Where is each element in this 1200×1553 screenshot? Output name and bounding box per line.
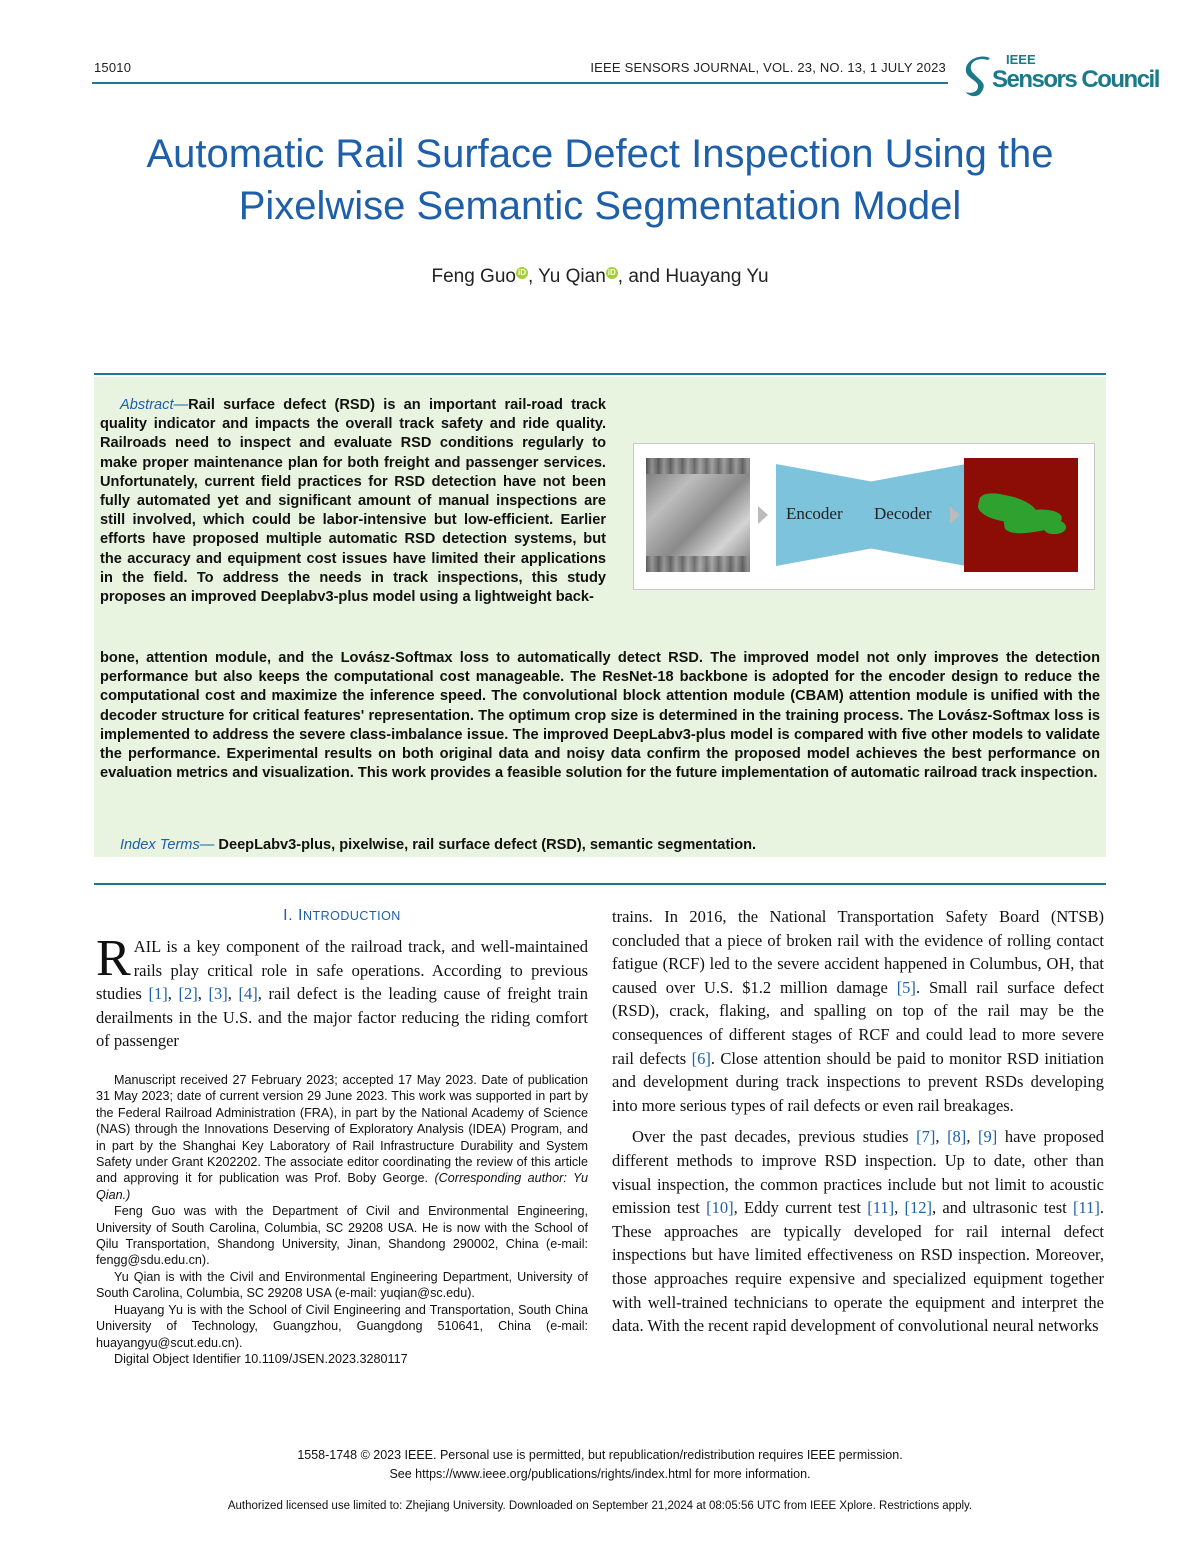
section-first-letter: I: [298, 907, 303, 924]
index-terms-label: Index Terms—: [120, 837, 215, 853]
abstract-bottom-rule: [94, 883, 1106, 885]
segmentation-mask: [964, 458, 1078, 572]
abstract-part-1: [100, 396, 606, 607]
footnote-doi: Digital Object Identifier 10.1109/JSEN.2023.3280117: [114, 1351, 408, 1366]
encoder-label: Encoder: [786, 504, 843, 523]
column-2-text: [612, 905, 1104, 1338]
footnote-author-2: Yu Qian is with the Civil and Environmental Engineering Department, University of South Carolina, Columbia, SC 29208 USA (e-mail: yuqian@sc.edu).: [96, 1269, 588, 1301]
rights-link-line[interactable]: See https://www.ieee.org/publications/rights/index.html for more information.: [389, 1467, 811, 1481]
ref-link[interactable]: [6]: [691, 1048, 711, 1068]
ref-link[interactable]: [8]: [947, 1127, 967, 1147]
abstract-part-2: [100, 649, 1100, 783]
license-line: Authorized licensed use limited to: Zhejiang University. Downloaded on September 21,2024 at 08:05:56 UTC from IEEE Xplore. Restrictions apply.: [227, 1500, 973, 1512]
column-1-paragraph: RAIL is a key component of the railroad track, and well-maintained rails play critical role in safe operations. According to previous studies [1], [2], [3], [4], rail defect is the leading cause of freight train derailments in the U.S. and the major factor reducing the riding comfort of passenger: [96, 930, 589, 1051]
ref-link[interactable]: [10]: [706, 1198, 734, 1218]
ref-link[interactable]: [7]: [916, 1127, 936, 1147]
abstract-text-2: bone, attention module, and the Lovász-Softmax loss to automatically detect RSD. The improved model not only improves the detection performance but also keeps the computational cost manageable. The ResNet-18 backbone is adopted for the encoder design to reduce the computational cost and maximize the inference speed. The convolutional block attention module (CBAM) attention module is unified with the decoder structure for critical features' representation. The optimum crop size is determined in the training process. The Lovász-Softmax loss is implemented to address the severe class-imbalance issue. The improved DeepLabv3-plus model is compared with five other models to validate the performance. Experimental results on both original data and noisy data confirm the proposed model achieves the best performance on evaluation metrics and visualization. This work provides a feasible solution for the future implementation of automatic railroad track inspection.: [100, 650, 1100, 782]
section-rest: NTRODUCTION: [302, 909, 401, 923]
rail-surface-photo: [646, 458, 750, 572]
corresponding-author: (Corresponding author: Yu Qian.): [96, 1171, 588, 1202]
ref-link[interactable]: [5]: [896, 977, 916, 997]
copyright-line: 1558-1748 © 2023 IEEE. Personal use is permitted, but republication/redistribution requires IEEE permission.: [297, 1448, 903, 1462]
column-2-paragraph-2: Over the past decades, previous studies [7], [8], [9] have proposed different methods to improve RSD inspection. Up to date, other than visual inspection, the common practices include but not limit to acoustic emission test [10], Eddy current test [11], [12], and ultrasonic test [11]. These approaches are typically developed for rail internal defect inspections but have limited effectiveness on RSD inspection. Moreover, those approaches require expensive and specialized equipment together with well-trained technicians to operate the equipment and interpret the data. With the recent rapid development of convolutional neural networks: [612, 1127, 1105, 1336]
section-numeral: I.: [283, 907, 299, 924]
arrow-icon: [758, 506, 768, 524]
ref-link[interactable]: [9]: [978, 1127, 998, 1147]
author-3: , and Huayang Yu: [617, 266, 769, 287]
logo-ieee-text: IEEE: [1006, 52, 1036, 67]
author-2: , Yu Qian: [527, 266, 606, 287]
logo-council-text: Sensors Council: [992, 66, 1159, 93]
column-2-paragraph-1: trains. In 2016, the National Transportation Safety Board (NTSB) concluded that a piece of broken rail with the evidence of rolling contact fatigue (RCF) led to the severe accident happened in Columbus, OH, that caused over U.S. $1.2 million damage [5]. Small rail surface defect (RSD), crack, flaking, and spalling on top of the rail may be the consequences of different stages of RCF and could lead to more severe rail defects [6]. Close attention should be paid to monitor RSD initiation and development during track inspections to prevent RSDs developing into more serious types of rail defects or even rail breakages.: [612, 907, 1105, 1115]
section-heading-introduction: [96, 907, 588, 925]
sensors-council-logo: [962, 52, 1159, 100]
footnotes: [96, 1072, 588, 1367]
drop-cap: R: [96, 930, 131, 987]
footnote-author-1: Feng Guo was with the Department of Civil and Environmental Engineering, University of South Carolina, Columbia, SC 29208 USA. He is now with the School of Qilu Transportation, Shandong University, Jinan, Shandong 290002, China (e-mail: fengg@sdu.edu.cn).: [96, 1204, 588, 1268]
graphical-abstract-figure: [633, 443, 1095, 590]
page-number: 15010: [94, 60, 132, 75]
journal-header: IEEE SENSORS JOURNAL, VOL. 23, NO. 13, 1 JULY 2023: [590, 60, 946, 75]
decoder-label: Decoder: [874, 504, 932, 523]
arrow-icon: [950, 506, 960, 524]
footnote-author-3: Huayang Yu is with the School of Civil Engineering and Transportation, South China University of Technology, Guangzhou, Guangdong 510641, China (e-mail: huayangyu@scut.edu.cn).: [96, 1302, 588, 1350]
orcid-icon[interactable]: iD: [607, 267, 616, 277]
abstract-text-1: Rail surface defect (RSD) is an important rail-road track quality indicator and impacts the overall track safety and ride quality. Railroads need to inspect and evaluate RSD conditions regularly to make proper maintenance plan for both freight and passenger services. Unfortunately, current field practices for RSD detection have not been fully automated yet and significant amount of manual inspections are still involved, which could be labor-intensive but low-efficient. Earlier efforts have proposed multiple automatic RSD detection systems, but the accuracy and equipment cost issues have limited their applications in the field. To address the needs in track inspections, this study proposes an improved Deeplabv3-plus model using a lightweight back-: [100, 397, 606, 606]
index-terms: [120, 836, 1100, 855]
header-rule: [92, 82, 948, 84]
ref-link[interactable]: [11]: [867, 1198, 895, 1218]
author-1: Feng Guo: [431, 266, 516, 287]
ref-link[interactable]: [2]: [178, 984, 198, 1004]
author-list: [0, 266, 1200, 288]
ref-link[interactable]: [11]: [1072, 1198, 1100, 1218]
ref-link[interactable]: [12]: [904, 1198, 933, 1218]
ref-link[interactable]: [4]: [238, 984, 258, 1004]
orcid-icon[interactable]: iD: [517, 267, 526, 277]
index-terms-text: DeepLabv3-plus, pixelwise, rail surface defect (RSD), semantic segmentation.: [214, 837, 757, 853]
sensors-council-mark-icon: [962, 54, 996, 98]
abstract-top-rule: [94, 373, 1106, 375]
footnote-manuscript: Manuscript received 27 February 2023; accepted 17 May 2023. Date of publication 31 May 2023; date of current version 29 June 2023. This work was supported in part by the Federal Railroad Administration (FRA), in part by the National Academy of Science (NAS) through the Innovations Deserving of Exploratory Analysis (IDEA) Program, and in part by the Shanghai Key Laboratory of Rail Infrastructure Durability and System Safety under Grant K202202. The associate editor coordinating the review of this article and approving it for publication was Prof. Boby George. (Corresponding author: Yu Qian.): [96, 1073, 588, 1202]
ref-link[interactable]: [3]: [208, 984, 228, 1004]
abstract-label: Abstract—: [120, 397, 189, 413]
paper-title: Automatic Rail Surface Defect Inspection Using the Pixelwise Semantic Segmentation Model: [146, 132, 1054, 228]
ref-link[interactable]: [1]: [148, 984, 168, 1004]
